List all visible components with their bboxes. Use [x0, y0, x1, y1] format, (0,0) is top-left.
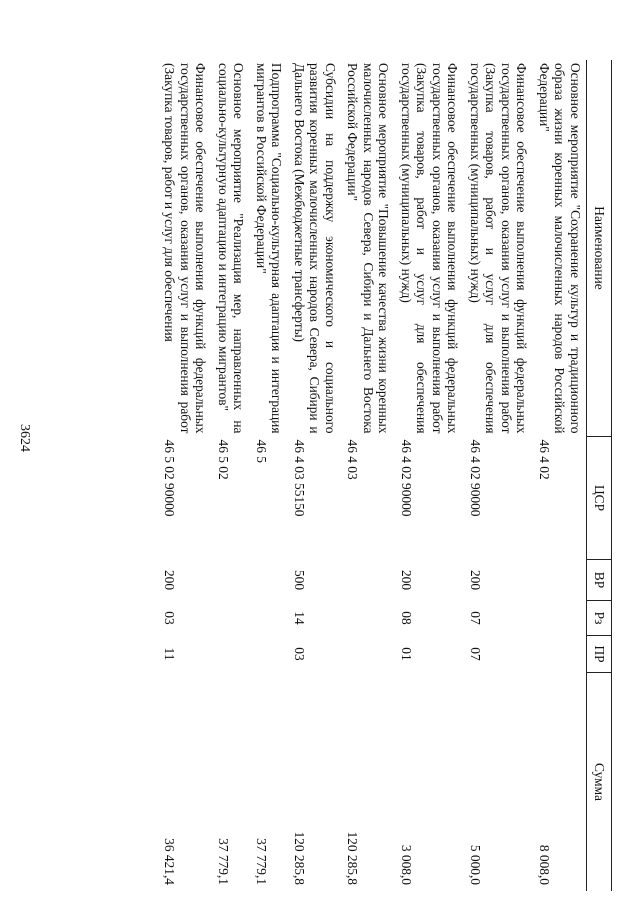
row-rz: 14 [292, 611, 307, 625]
row-sum: 3 008,0 [399, 844, 414, 885]
header-sum: Сумма [587, 673, 612, 892]
row-name: Подпрограмма "Социально-культурная адаптация и интеграция мигрантов в Российской Федерации" [254, 63, 285, 434]
row-rz: 07 [468, 611, 483, 625]
row-vr: 500 [292, 569, 307, 591]
row-csr: 46 5 02 [216, 439, 231, 480]
row-rz [250, 601, 288, 636]
header-csr: ЦСР [587, 437, 612, 560]
table-row [395, 60, 464, 891]
row-rz [533, 601, 587, 636]
table-header-row [587, 60, 612, 891]
row-csr: 46 4 03 55150 [292, 439, 307, 517]
row-csr: 46 4 02 90000 [399, 439, 414, 517]
row-csr: 46 5 [254, 439, 269, 463]
header-vr: ВР [587, 560, 612, 601]
header-pr: ПР [587, 636, 612, 673]
rotated-page [52, 60, 612, 885]
row-pr: 11 [162, 647, 178, 661]
row-vr [250, 560, 288, 601]
row-vr [533, 560, 587, 601]
row-sum: 120 285,8 [292, 831, 307, 885]
row-name: Основное мероприятие "Сохранение культур и традиционного образа жизни коренных малочисленных народов Российской Федерации" [537, 63, 583, 434]
row-pr: 01 [399, 647, 414, 661]
row-sum: 37 779,1 [254, 838, 269, 885]
table-row [533, 60, 587, 891]
row-sum: 36 421,4 [162, 838, 178, 885]
table-row [158, 60, 212, 891]
row-sum: 5 000,0 [468, 844, 483, 885]
row-vr: 200 [468, 569, 483, 591]
row-csr: 46 4 03 [345, 439, 361, 480]
table-row [250, 60, 288, 891]
row-name: Финансовое обеспечение выполнения функций федеральных государственных органов, оказания услуг и выполнения работ (Закупка товаров, работ и услуг для обеспечения государственных (муниципальных) нужд) [468, 63, 530, 434]
row-vr: 200 [162, 569, 178, 591]
row-pr [250, 636, 288, 673]
row-pr: 03 [292, 647, 307, 661]
row-sum: 8 008,0 [537, 844, 552, 885]
row-vr [212, 560, 250, 601]
row-rz: 08 [399, 611, 414, 625]
row-rz: 03 [162, 611, 178, 625]
row-rz [212, 601, 250, 636]
table-row [288, 60, 342, 891]
row-name: Субсидии на поддержку экономического и социального развития коренных малочисленных народов Севера, Сибири и Дальнего Востока (Межбюджетные трансферты) [292, 63, 338, 434]
table-row [341, 60, 395, 891]
row-vr [341, 560, 395, 601]
row-sum: 120 285,8 [345, 831, 361, 885]
row-name: Основное мероприятие "Реализация мер, направленных на социально-культурную адаптацию и интеграцию мигрантов" [216, 63, 247, 434]
table-row [212, 60, 250, 891]
header-name: Наименование [587, 60, 612, 437]
row-pr: 07 [468, 647, 483, 661]
row-sum: 37 779,1 [216, 838, 231, 885]
row-pr [212, 636, 250, 673]
row-csr: 46 4 02 90000 [468, 439, 483, 517]
row-name: Финансовое обеспечение выполнения функций федеральных государственных органов, оказания услуг и выполнения работ (Закупка товаров, работ и услуг для обеспечения [162, 63, 209, 434]
header-rz: Рз [587, 601, 612, 636]
row-pr [341, 636, 395, 673]
budget-table [158, 60, 612, 891]
row-pr [533, 636, 587, 673]
row-csr: 46 4 02 [537, 439, 552, 480]
row-name: Финансовое обеспечение выполнения функций федеральных государственных органов, оказания услуг и выполнения работ (Закупка товаров, работ и услуг для обеспечения государственных (муниципальных) нужд) [399, 63, 461, 434]
row-vr: 200 [399, 569, 414, 591]
row-rz [341, 601, 395, 636]
table-row [464, 60, 533, 891]
row-csr: 46 5 02 90000 [162, 439, 178, 517]
row-name: Основное мероприятие "Повышение качества жизни коренных малочисленных народов Севера, Сибири и Дальнего Востока Российской Федерации" [345, 63, 392, 434]
